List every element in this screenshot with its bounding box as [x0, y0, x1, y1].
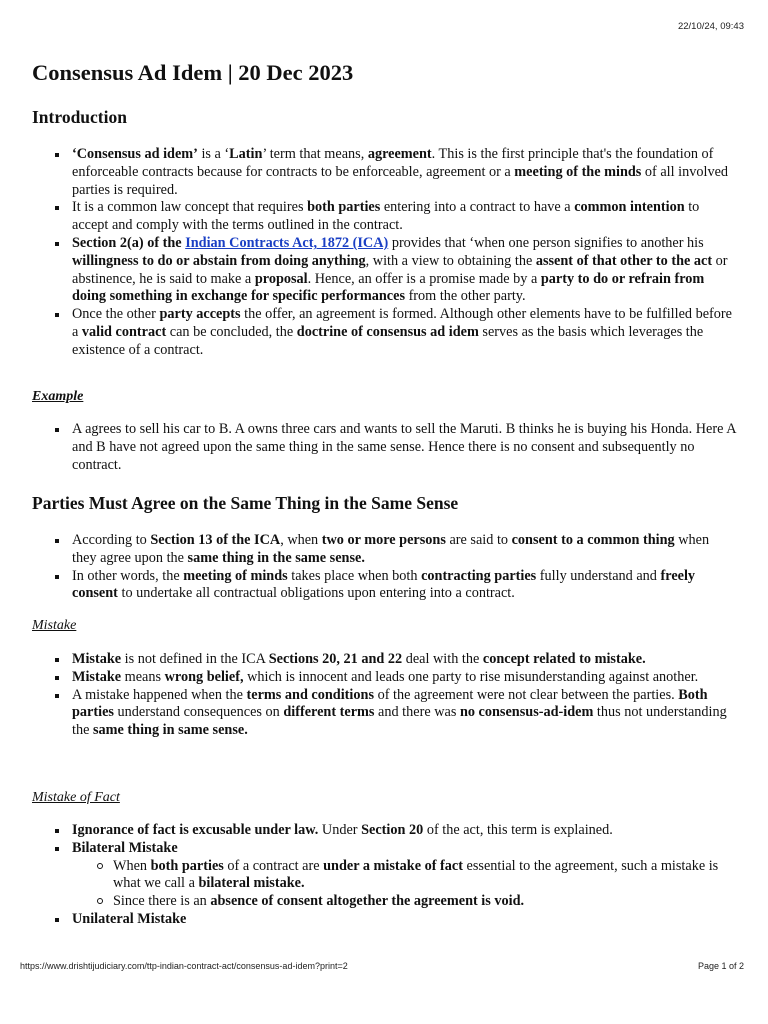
list-item: When both parties of a contract are under a mistake of fact essential to the agreement, such a mistake is what we call a bilateral mistake. [113, 858, 736, 894]
example-list [72, 421, 736, 474]
list-item: Since there is an absence of consent altogether the agreement is void. [113, 893, 736, 911]
list-item: Mistake is not defined in the ICA Sections 20, 21 and 22 deal with the concept related to mistake. [72, 651, 736, 669]
same-thing-list [72, 532, 736, 603]
page-footer [20, 961, 744, 971]
list-item: A mistake happened when the terms and conditions of the agreement were not clear between the parties. Both parties understand consequences on different terms and there was no consensus-ad-idem thus not understanding the same thing in same sense. [72, 687, 736, 740]
list-item: ‘Consensus ad idem’ is a ‘Latin’ term that means, agreement. This is the first principle that's the foundation of enforceable contracts because for contracts to be enforceable, agreement or a meeting of the minds of all involved parties is required. [72, 146, 736, 199]
same-thing-heading: Parties Must Agree on the Same Thing in the Same Sense [32, 493, 459, 513]
list-item: Section 2(a) of the Indian Contracts Act, 1872 (ICA) provides that ‘when one person signifies to another his willingness to do or abstain from doing anything, with a view to obtaining the assent of that other to the act or abstinence, he is said to make a proposal. Hence, an offer is a promise made by a party to do or refrain from doing something in exchange for specific performances from the other party. [72, 235, 736, 306]
list-item: It is a common law concept that requires both parties entering into a contract to have a common intention to accept and comply with the terms outlined in the contract. [72, 199, 736, 235]
list-item: In other words, the meeting of minds takes place when both contracting parties fully understand and freely consent to undertake all contractual obligations upon entering into a contract. [72, 568, 736, 604]
ica-link[interactable]: Indian Contracts Act, 1872 (ICA) [185, 234, 389, 251]
list-item: A agrees to sell his car to B. A owns three cars and wants to sell the Maruti. B thinks he is buying his Honda. Here A and B have not agreed upon the same thing in the same sense. Hence there is no consent and subsequently no contract. [72, 421, 736, 473]
list-item: Mistake means wrong belief, which is innocent and leads one party to rise misunderstanding against another. [72, 669, 736, 687]
list-item: Once the other party accepts the offer, an agreement is formed. Although other elements have to be fulfilled before a valid contract can be concluded, the doctrine of consensus ad idem serves as the basis which leverages the existence of a contract. [72, 306, 736, 359]
mistake-of-fact-heading: Mistake of Fact [32, 790, 120, 805]
print-url: https://www.drishtijudiciary.com/ttp-indian-contract-act/consensus-ad-idem?print=2 [20, 961, 348, 971]
introduction-list [72, 146, 736, 360]
page-number: Page 1 of 2 [697, 961, 744, 971]
page-title: Consensus Ad Idem | 20 Dec 2023 [32, 60, 354, 85]
bilateral-sublist [72, 858, 736, 911]
example-heading: Example [32, 389, 84, 404]
print-datetime: 22/10/24, 09:43 [677, 21, 744, 32]
list-item: Unilateral Mistake [72, 911, 736, 929]
mistake-of-fact-list [72, 822, 736, 929]
mistake-heading: Mistake [32, 618, 77, 633]
list-item: Bilateral Mistake When both parties of a contract are under a mistake of fact essential to the agreement, such a mistake is what we call a bilateral mistake. Since there is an absence of consent altogether the agreement is void. [72, 840, 736, 911]
list-item: According to Section 13 of the ICA, when two or more persons are said to consent to a common thing when they agree upon the same thing in the same sense. [72, 532, 736, 568]
mistake-list [72, 651, 736, 740]
introduction-heading: Introduction [32, 107, 127, 127]
list-item: Ignorance of fact is excusable under law. Under Section 20 of the act, this term is explained. [72, 822, 736, 840]
